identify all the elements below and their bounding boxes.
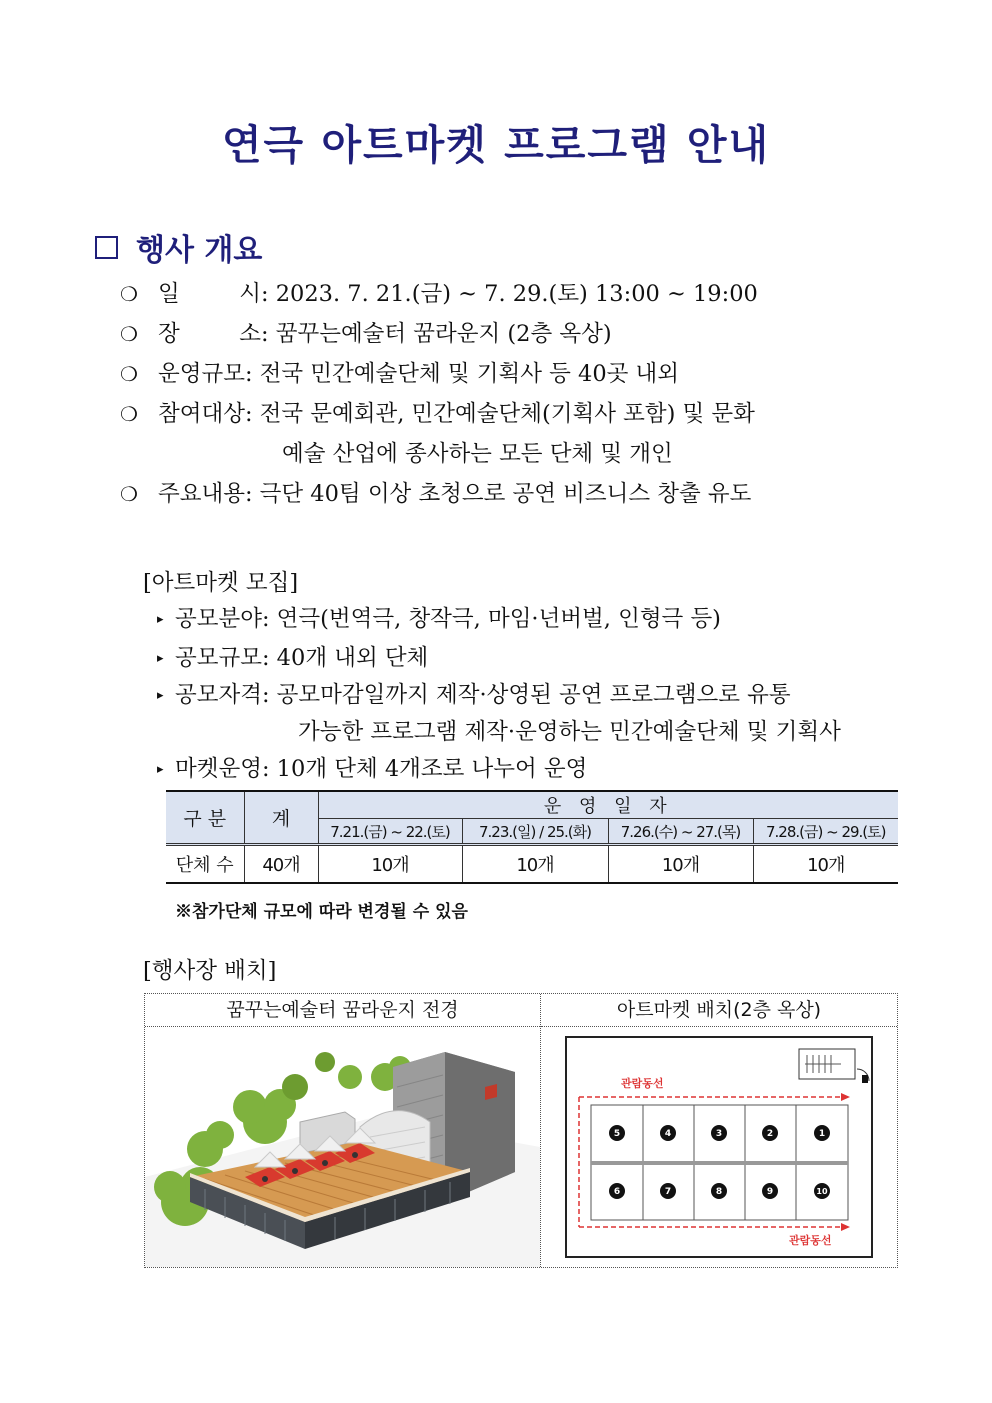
overview-value-target-cont: 예술 산업에 종사하는 모든 단체 및 개인 (282, 441, 673, 467)
schedule-table (166, 790, 898, 884)
booth-label-6: 6 (613, 1187, 621, 1197)
table-header-category: 구 분 (166, 791, 244, 845)
recruit-value-qualification-cont: 가능한 프로그램 제작·운영하는 민간예술단체 및 기획사 (298, 719, 841, 745)
overview-label-scale: 운영규모 (158, 361, 245, 387)
triangle-bullet-icon: ▸ (157, 612, 164, 627)
overview-row-date (120, 276, 758, 308)
table-header-date-4: 7.28.(금) ~ 29.(토) (753, 819, 898, 845)
recruit-row-qualification (157, 677, 791, 709)
venue-heading: [행사장 배치] (143, 958, 277, 984)
recruit-label-qualification: 공모자격 (175, 682, 262, 708)
table-cell-date-1: 10개 (318, 845, 462, 883)
triangle-bullet-icon: ▸ (157, 651, 164, 666)
recruit-label-operation: 마켓운영 (175, 756, 262, 782)
flow-label-top: 관람동선 (621, 1077, 664, 1090)
overview-value-date: : 2023. 7. 21.(금) ~ 7. 29.(토) 13:00 ~ 19:00 (261, 281, 758, 307)
booth-label-5: 5 (613, 1129, 621, 1139)
circle-bullet-icon: ❍ (120, 282, 138, 306)
table-header-dates-group: 운 영 일 자 (318, 791, 898, 819)
recruit-value-field: : 연극(번역극, 창작극, 마임·넌버벌, 인형극 등) (261, 606, 721, 632)
overview-label-target: 참여대상 (158, 401, 245, 427)
section-heading-overview (95, 225, 262, 269)
table-header-total: 계 (244, 791, 318, 845)
table-cell-total: 40개 (244, 845, 318, 883)
booth-label-10: 10 (816, 1187, 828, 1196)
booth-label-8: 8 (715, 1187, 723, 1197)
overview-row-target (120, 396, 755, 428)
flow-label-bottom: 관람동선 (789, 1234, 832, 1247)
overview-value-target: : 전국 문예회관, 민간예술단체(기획사 포함) 및 문화 (244, 401, 755, 427)
booth-label-3: 3 (715, 1129, 723, 1139)
venue-right-caption: 아트마켓 배치(2층 옥상) (541, 994, 897, 1027)
booth-label-2: 2 (766, 1129, 774, 1139)
venue-left-caption: 꿈꾸는예술터 꿈라운지 전경 (145, 994, 540, 1027)
venue-layout-table (144, 993, 898, 1268)
table-note: ※참가단체 규모에 따라 변경될 수 있음 (175, 902, 468, 922)
overview-value-content: : 극단 40팀 이상 초청으로 공연 비즈니스 창출 유도 (244, 481, 752, 507)
overview-label-place: 장 소 (158, 321, 261, 347)
booth-label-9: 9 (766, 1187, 774, 1197)
booth-label-7: 7 (664, 1187, 672, 1197)
overview-row-place (120, 316, 612, 348)
booth-layout-plan (541, 1027, 897, 1267)
overview-row-content (120, 476, 751, 508)
table-row-label: 단체 수 (166, 845, 244, 883)
booth-label-1: 1 (818, 1129, 826, 1139)
recruit-row-operation (157, 751, 587, 783)
overview-label-content: 주요내용 (158, 481, 245, 507)
booth-label-4: 4 (664, 1129, 672, 1139)
checkbox-square-icon (95, 236, 118, 259)
recruit-label-scale: 공모규모 (175, 645, 262, 671)
recruit-heading: [아트마켓 모집] (143, 570, 299, 596)
recruit-value-scale: : 40개 내외 단체 (261, 645, 429, 671)
recruit-label-field: 공모분야 (175, 606, 262, 632)
overview-row-scale (120, 356, 679, 388)
table-header-date-2: 7.23.(일) / 25.(화) (462, 819, 608, 845)
building-illustration (145, 1027, 540, 1267)
venue-right-column (541, 994, 897, 1267)
triangle-bullet-icon: ▸ (157, 688, 164, 703)
triangle-bullet-icon: ▸ (157, 762, 164, 777)
page-title: 연극 아트마켓 프로그램 안내 (221, 121, 771, 169)
table-cell-date-2: 10개 (462, 845, 608, 883)
table-cell-date-4: 10개 (753, 845, 898, 883)
recruit-value-qualification: : 공모마감일까지 제작·상영된 공연 프로그램으로 유통 (261, 682, 791, 708)
table-header-date-3: 7.26.(수) ~ 27.(목) (608, 819, 753, 845)
section-heading-text: 행사 개요 (136, 233, 263, 268)
overview-label-date: 일 시 (158, 281, 261, 307)
recruit-row-scale (157, 640, 428, 672)
circle-bullet-icon: ❍ (120, 482, 138, 506)
recruit-row-field (157, 601, 721, 633)
circle-bullet-icon: ❍ (120, 402, 138, 426)
recruit-value-operation: : 10개 단체 4개조로 나누어 운영 (261, 756, 588, 782)
table-header-date-1: 7.21.(금) ~ 22.(토) (318, 819, 462, 845)
circle-bullet-icon: ❍ (120, 362, 138, 386)
overview-value-place: : 꿈꾸는예술터 꿈라운지 (2층 옥상) (261, 321, 612, 347)
venue-left-column (145, 994, 541, 1267)
overview-value-scale: : 전국 민간예술단체 및 기획사 등 40곳 내외 (244, 361, 679, 387)
circle-bullet-icon: ❍ (120, 322, 138, 346)
table-cell-date-3: 10개 (608, 845, 753, 883)
